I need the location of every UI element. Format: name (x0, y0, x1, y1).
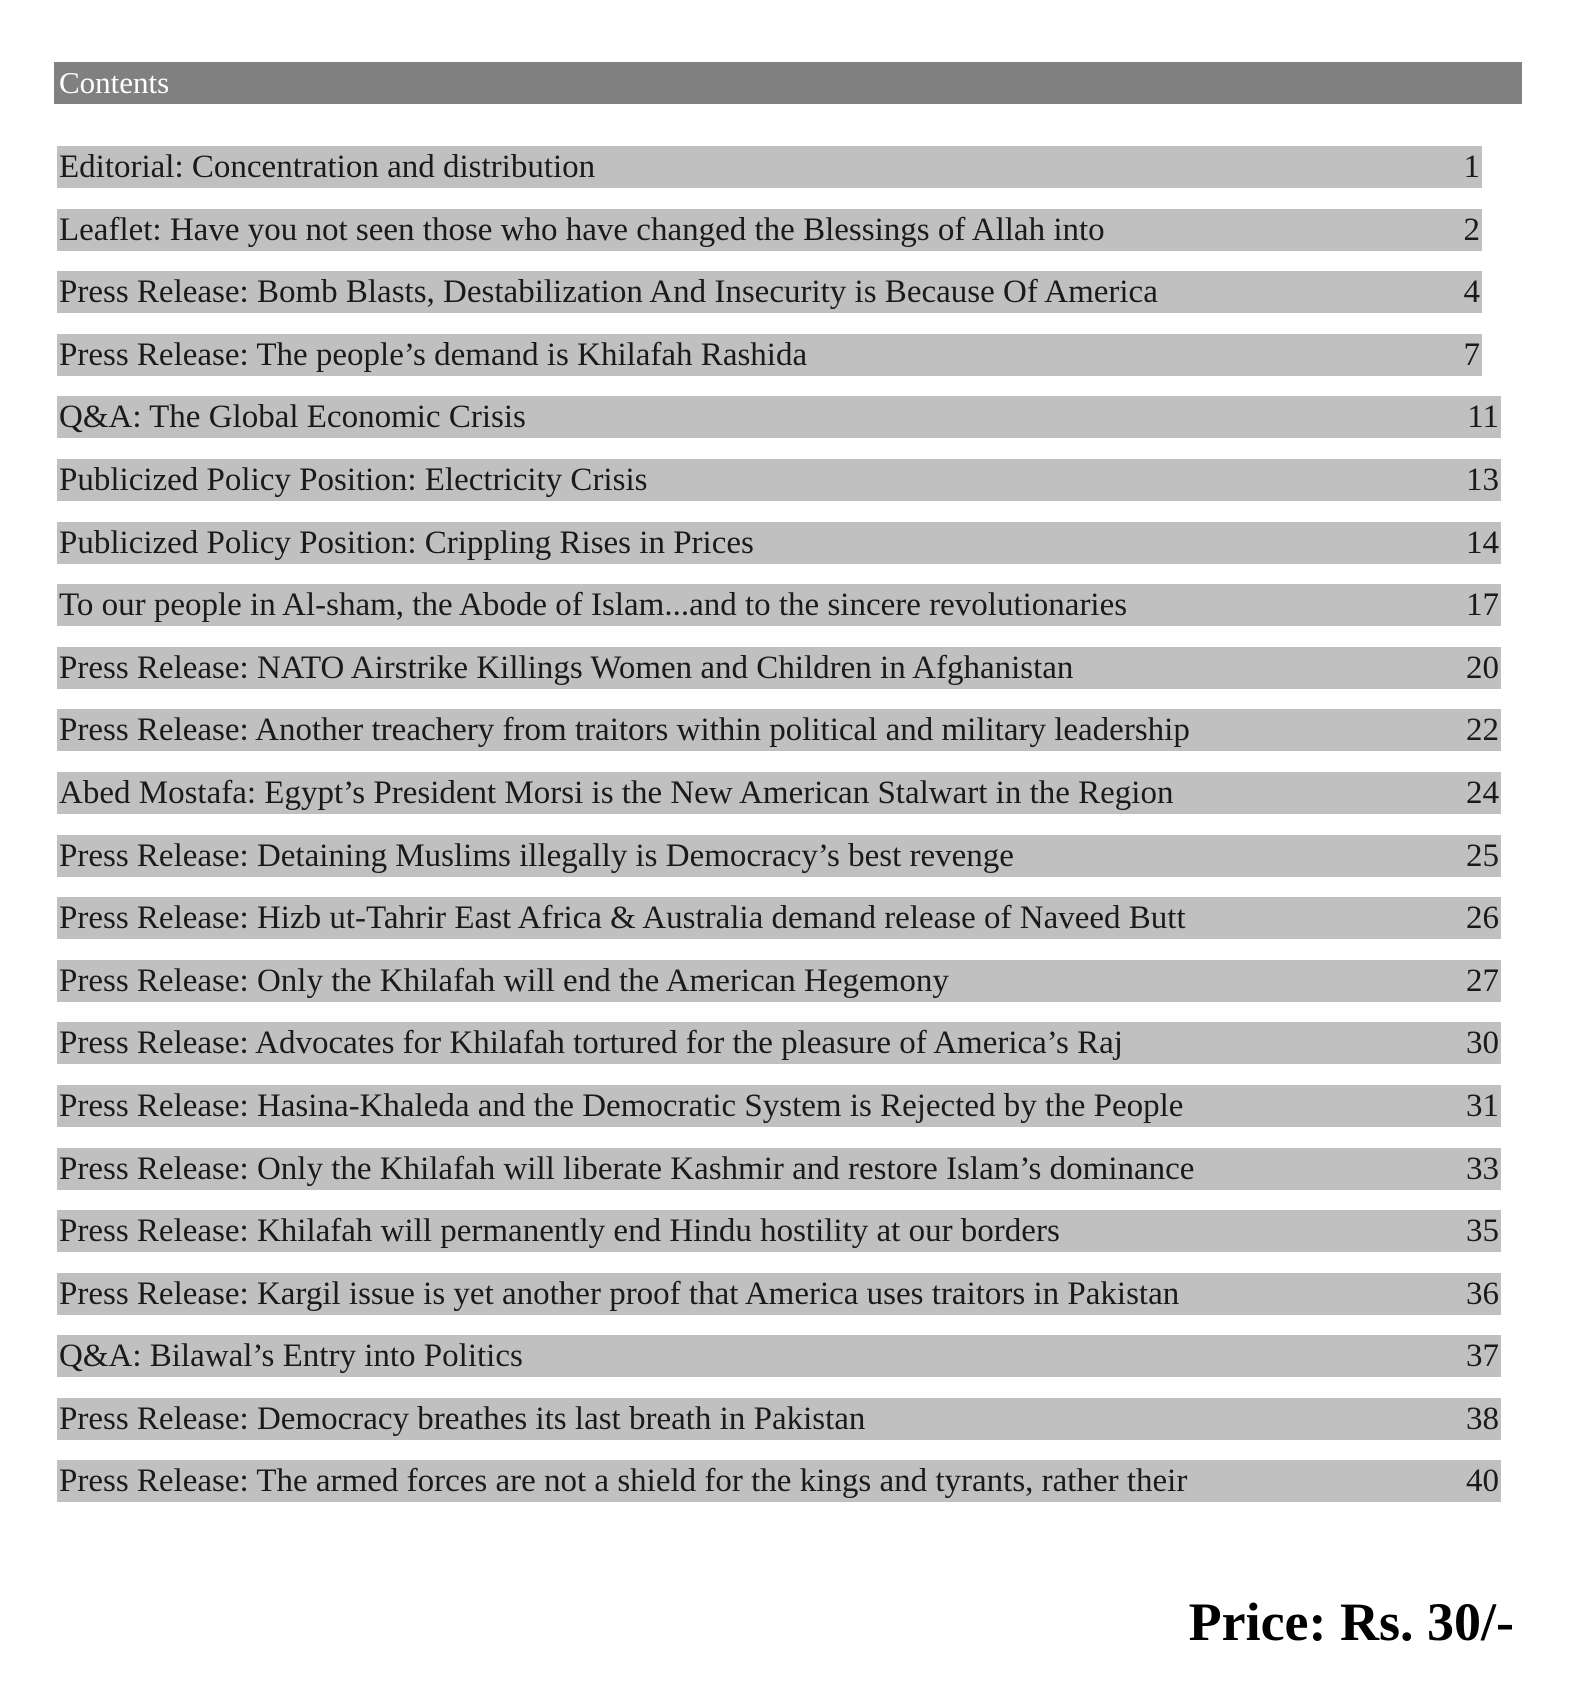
toc-row[interactable] (57, 1335, 1501, 1377)
toc-entry-title: Press Release: Democracy breathes its last breath in Pakistan (59, 1400, 866, 1437)
toc-entry-title: Press Release: Only the Khilafah will liberate Kashmir and restore Islam’s dominance (59, 1150, 1195, 1187)
toc-entry-title: To our people in Al-sham, the Abode of Islam...and to the sincere revolutionaries (59, 587, 1128, 624)
toc-row[interactable] (57, 146, 1482, 188)
toc-entry-title: Q&A: Bilawal’s Entry into Politics (59, 1338, 523, 1375)
toc-page-number: 22 (1466, 712, 1499, 749)
toc-row[interactable] (57, 522, 1501, 564)
toc-row[interactable] (57, 960, 1501, 1002)
toc-page-number: 36 (1466, 1275, 1499, 1312)
toc-entry-title: Press Release: Another treachery from traitors within political and military leadership (59, 712, 1190, 749)
toc-row[interactable] (57, 334, 1482, 376)
toc-row[interactable] (57, 1273, 1501, 1315)
toc-row[interactable] (57, 1022, 1501, 1064)
toc-entry-title: Press Release: NATO Airstrike Killings Women and Children in Afghanistan (59, 649, 1074, 686)
toc-entry-title: Abed Mostafa: Egypt’s President Morsi is the New American Stalwart in the Region (59, 774, 1174, 811)
toc-page-number: 4 (1463, 274, 1480, 311)
toc-row[interactable] (57, 396, 1501, 438)
toc-row[interactable] (57, 459, 1501, 501)
toc-entry-title: Q&A: The Global Economic Crisis (59, 399, 526, 436)
toc-page-number: 33 (1466, 1150, 1499, 1187)
toc-row[interactable] (57, 1210, 1501, 1252)
toc-page-number: 25 (1466, 837, 1499, 874)
toc-page-number: 13 (1466, 461, 1499, 498)
toc-page-number: 2 (1463, 211, 1480, 248)
toc-page-number: 20 (1466, 649, 1499, 686)
toc-page-number: 14 (1466, 524, 1499, 561)
toc-entry-title: Press Release: Only the Khilafah will end the American Hegemony (59, 962, 949, 999)
toc-entry-title: Press Release: Khilafah will permanently end Hindu hostility at our borders (59, 1213, 1060, 1250)
toc-row[interactable] (57, 709, 1501, 751)
toc-row[interactable] (57, 271, 1482, 313)
toc-entry-title: Press Release: Hizb ut-Tahrir East Africa & Australia demand release of Naveed Butt (59, 900, 1186, 937)
toc-page-number: 11 (1467, 399, 1499, 436)
toc-page-number: 17 (1466, 587, 1499, 624)
toc-row[interactable] (57, 1460, 1501, 1502)
contents-title: Contents (59, 65, 170, 100)
toc-entry-title: Editorial: Concentration and distribution (59, 149, 596, 185)
toc-page-number: 40 (1466, 1463, 1499, 1500)
toc-entry-title: Press Release: Bomb Blasts, Destabilization And Insecurity is Because Of America (59, 274, 1158, 311)
toc-page-number: 35 (1466, 1213, 1499, 1250)
toc-page-number: 31 (1466, 1087, 1499, 1124)
toc-entry-title: Press Release: Kargil issue is yet another proof that America uses traitors in Pakistan (59, 1275, 1180, 1312)
table-of-contents (57, 146, 1501, 1523)
toc-row[interactable] (57, 1085, 1501, 1127)
toc-row[interactable] (57, 772, 1501, 814)
toc-page-number: 38 (1466, 1400, 1499, 1437)
toc-entry-title: Press Release: The people’s demand is Khilafah Rashida (59, 336, 808, 373)
contents-header (54, 62, 1522, 104)
toc-page-number: 37 (1466, 1338, 1499, 1375)
toc-entry-title: Press Release: Detaining Muslims illegally is Democracy’s best revenge (59, 837, 1014, 874)
toc-entry-title: Publicized Policy Position: Electricity Crisis (59, 461, 648, 498)
toc-page-number: 26 (1466, 900, 1499, 937)
toc-entry-title: Press Release: Hasina-Khaleda and the Democratic System is Rejected by the People (59, 1087, 1184, 1124)
toc-row[interactable] (57, 897, 1501, 939)
toc-page-number: 30 (1466, 1025, 1499, 1062)
toc-row[interactable] (57, 209, 1482, 251)
toc-row[interactable] (57, 1398, 1501, 1440)
toc-row[interactable] (57, 1148, 1501, 1190)
toc-entry-title: Press Release: The armed forces are not a shield for the kings and tyrants, rather their (59, 1463, 1188, 1500)
toc-page-number: 27 (1466, 962, 1499, 999)
toc-entry-title: Publicized Policy Position: Crippling Rises in Prices (59, 524, 754, 561)
toc-row[interactable] (57, 835, 1501, 877)
toc-entry-title: Leaflet: Have you not seen those who have changed the Blessings of Allah into (59, 211, 1105, 248)
price-label: Price: Rs. 30/- (1188, 1592, 1514, 1652)
toc-row[interactable] (57, 647, 1501, 689)
toc-entry-title: Press Release: Advocates for Khilafah tortured for the pleasure of America’s Raj (59, 1025, 1123, 1062)
toc-row[interactable] (57, 584, 1501, 626)
toc-page-number: 1 (1463, 149, 1480, 185)
toc-page-number: 7 (1463, 336, 1480, 373)
toc-page-number: 24 (1466, 774, 1499, 811)
